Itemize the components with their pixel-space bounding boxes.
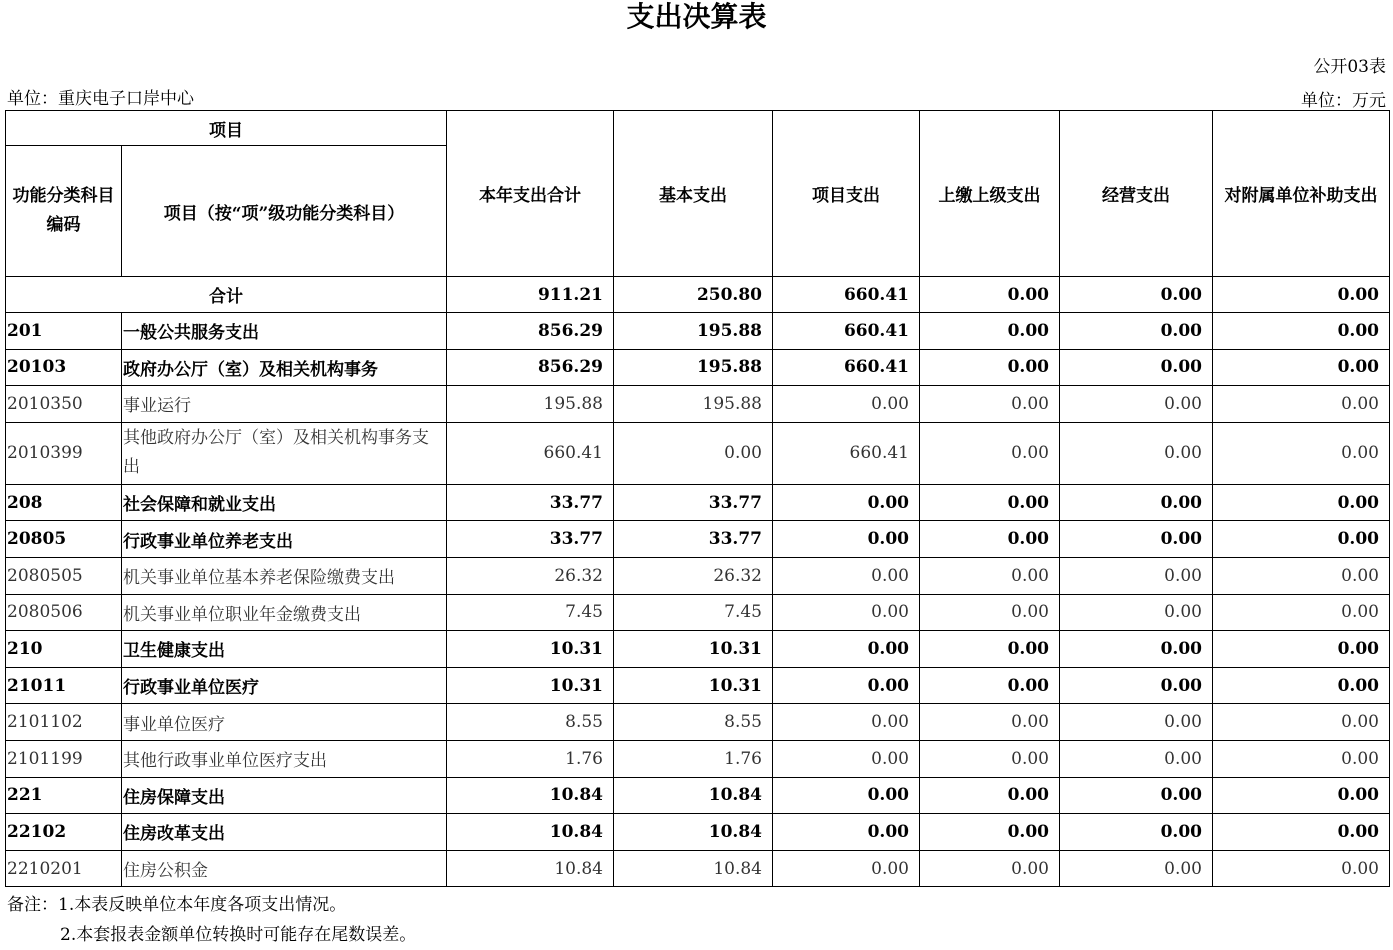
row-value: 0.00: [773, 484, 920, 521]
row-value: 8.55: [614, 704, 773, 741]
row-value: 0.00: [1213, 740, 1390, 777]
row-value: 0.00: [920, 594, 1060, 631]
note-1: 备注：1.本表反映单位本年度各项支出情况。: [7, 895, 347, 915]
row-code: 208: [6, 484, 122, 521]
row-value: 0.00: [920, 484, 1060, 521]
unit-money: 单位：万元: [1301, 91, 1386, 111]
total-value: 0.00: [920, 277, 1060, 313]
row-value: 26.32: [447, 557, 614, 594]
table-row: [6, 349, 1390, 386]
row-value: 10.31: [447, 631, 614, 668]
row-value: 0.00: [920, 521, 1060, 558]
header-col-project: 项目支出: [773, 111, 920, 277]
row-name: 住房改革支出: [122, 814, 447, 851]
row-value: 7.45: [447, 594, 614, 631]
row-value: 0.00: [1213, 850, 1390, 887]
row-code: 20805: [6, 521, 122, 558]
row-value: 0.00: [920, 313, 1060, 350]
row-value: 1.76: [447, 740, 614, 777]
row-value: 0.00: [1060, 631, 1213, 668]
row-value: 0.00: [1213, 313, 1390, 350]
total-value: 660.41: [773, 277, 920, 313]
header-col-superior: 上缴上级支出: [920, 111, 1060, 277]
table-row: [6, 740, 1390, 777]
form-number: 公开03表: [1313, 57, 1386, 77]
row-code: 2010399: [6, 422, 122, 484]
row-value: 856.29: [447, 349, 614, 386]
row-value: 0.00: [773, 594, 920, 631]
row-value: 0.00: [1060, 814, 1213, 851]
row-value: 33.77: [614, 521, 773, 558]
table-row: [6, 422, 1390, 484]
table-row: [6, 521, 1390, 558]
row-value: 0.00: [920, 422, 1060, 484]
row-value: 0.00: [773, 386, 920, 423]
total-value: 250.80: [614, 277, 773, 313]
row-value: 10.31: [614, 631, 773, 668]
row-value: 0.00: [614, 422, 773, 484]
row-value: 0.00: [920, 386, 1060, 423]
total-value: 0.00: [1060, 277, 1213, 313]
header-col-basic: 基本支出: [614, 111, 773, 277]
row-name: 政府办公厅（室）及相关机构事务: [122, 349, 447, 386]
row-value: 33.77: [447, 521, 614, 558]
table-row: [6, 704, 1390, 741]
row-value: 8.55: [447, 704, 614, 741]
row-value: 0.00: [920, 349, 1060, 386]
row-value: 0.00: [1213, 557, 1390, 594]
row-code: 210: [6, 631, 122, 668]
row-name: 社会保障和就业支出: [122, 484, 447, 521]
table-row: [6, 814, 1390, 851]
row-value: 0.00: [1213, 484, 1390, 521]
row-code: 2210201: [6, 850, 122, 887]
row-value: 10.31: [614, 667, 773, 704]
page-title: 支出决算表: [626, 0, 767, 33]
row-value: 0.00: [1060, 594, 1213, 631]
table-row: [6, 594, 1390, 631]
row-value: 0.00: [1060, 704, 1213, 741]
row-name: 其他政府办公厅（室）及相关机构事务支出: [122, 422, 447, 484]
row-value: 0.00: [1060, 313, 1213, 350]
table-row: [6, 777, 1390, 814]
table-row: [6, 484, 1390, 521]
total-row: [6, 277, 1390, 313]
table-row: [6, 386, 1390, 423]
row-name: 事业运行: [122, 386, 447, 423]
row-code: 201: [6, 313, 122, 350]
row-value: 856.29: [447, 313, 614, 350]
header-project: 项目: [6, 111, 447, 146]
row-value: 0.00: [920, 631, 1060, 668]
row-value: 0.00: [773, 814, 920, 851]
row-value: 10.84: [447, 814, 614, 851]
row-code: 22102: [6, 814, 122, 851]
row-code: 221: [6, 777, 122, 814]
row-value: 0.00: [920, 557, 1060, 594]
row-value: 0.00: [920, 777, 1060, 814]
row-value: 0.00: [1213, 814, 1390, 851]
row-value: 0.00: [1060, 422, 1213, 484]
row-code: 2080506: [6, 594, 122, 631]
row-code: 20103: [6, 349, 122, 386]
row-value: 0.00: [773, 777, 920, 814]
row-value: 660.41: [447, 422, 614, 484]
row-value: 0.00: [773, 667, 920, 704]
row-value: 0.00: [1213, 704, 1390, 741]
row-value: 0.00: [1213, 521, 1390, 558]
row-value: 0.00: [920, 850, 1060, 887]
header-code: 功能分类科目编码: [6, 146, 122, 277]
row-value: 10.84: [447, 850, 614, 887]
row-code: 2080505: [6, 557, 122, 594]
row-name: 行政事业单位养老支出: [122, 521, 447, 558]
row-name: 一般公共服务支出: [122, 313, 447, 350]
row-value: 660.41: [773, 313, 920, 350]
notes: [7, 890, 416, 950]
row-name: 事业单位医疗: [122, 704, 447, 741]
row-value: 0.00: [1213, 594, 1390, 631]
header-col-total: 本年支出合计: [447, 111, 614, 277]
row-value: 660.41: [773, 422, 920, 484]
row-value: 0.00: [1060, 740, 1213, 777]
row-name: 机关事业单位职业年金缴费支出: [122, 594, 447, 631]
row-code: 2101199: [6, 740, 122, 777]
row-value: 0.00: [920, 704, 1060, 741]
header-col-subsidy: 对附属单位补助支出: [1213, 111, 1390, 277]
row-value: 0.00: [1060, 777, 1213, 814]
table-row: [6, 850, 1390, 887]
row-value: 0.00: [1213, 631, 1390, 668]
table-row: [6, 313, 1390, 350]
row-value: 0.00: [773, 850, 920, 887]
row-value: 0.00: [1060, 484, 1213, 521]
total-value: 911.21: [447, 277, 614, 313]
row-name: 其他行政事业单位医疗支出: [122, 740, 447, 777]
row-value: 195.88: [614, 349, 773, 386]
table-row: [6, 631, 1390, 668]
row-value: 0.00: [1213, 386, 1390, 423]
row-value: 0.00: [1060, 386, 1213, 423]
row-value: 1.76: [614, 740, 773, 777]
row-value: 660.41: [773, 349, 920, 386]
row-name: 住房保障支出: [122, 777, 447, 814]
row-name: 住房公积金: [122, 850, 447, 887]
row-code: 2101102: [6, 704, 122, 741]
row-value: 195.88: [614, 313, 773, 350]
row-code: 21011: [6, 667, 122, 704]
row-name: 行政事业单位医疗: [122, 667, 447, 704]
row-value: 0.00: [1213, 422, 1390, 484]
row-value: 0.00: [1213, 667, 1390, 704]
row-value: 0.00: [773, 631, 920, 668]
row-value: 10.31: [447, 667, 614, 704]
row-value: 0.00: [920, 740, 1060, 777]
row-value: 0.00: [773, 740, 920, 777]
row-name: 卫生健康支出: [122, 631, 447, 668]
row-value: 33.77: [614, 484, 773, 521]
row-value: 0.00: [920, 814, 1060, 851]
row-value: 0.00: [1213, 349, 1390, 386]
row-value: 7.45: [614, 594, 773, 631]
total-value: 0.00: [1213, 277, 1390, 313]
row-value: 26.32: [614, 557, 773, 594]
note-2: 2.本套报表金额单位转换时可能存在尾数误差。: [60, 925, 417, 945]
table-row: [6, 667, 1390, 704]
row-value: 10.84: [614, 777, 773, 814]
row-value: 195.88: [614, 386, 773, 423]
row-value: 33.77: [447, 484, 614, 521]
row-value: 10.84: [614, 850, 773, 887]
total-label: 合计: [6, 277, 447, 313]
row-value: 0.00: [1213, 777, 1390, 814]
row-value: 0.00: [1060, 850, 1213, 887]
row-value: 0.00: [1060, 521, 1213, 558]
row-value: 0.00: [773, 521, 920, 558]
row-value: 0.00: [1060, 557, 1213, 594]
header-col-operating: 经营支出: [1060, 111, 1213, 277]
table-row: [6, 557, 1390, 594]
row-value: 0.00: [773, 704, 920, 741]
row-value: 0.00: [920, 667, 1060, 704]
row-value: 10.84: [447, 777, 614, 814]
expenditure-table: [5, 110, 1390, 887]
row-value: 195.88: [447, 386, 614, 423]
row-value: 0.00: [1060, 349, 1213, 386]
row-name: 机关事业单位基本养老保险缴费支出: [122, 557, 447, 594]
unit-organization: 单位：重庆电子口岸中心: [7, 89, 194, 109]
row-code: 2010350: [6, 386, 122, 423]
header-name: 项目（按“项”级功能分类科目）: [122, 146, 447, 277]
row-value: 10.84: [614, 814, 773, 851]
row-value: 0.00: [773, 557, 920, 594]
row-value: 0.00: [1060, 667, 1213, 704]
